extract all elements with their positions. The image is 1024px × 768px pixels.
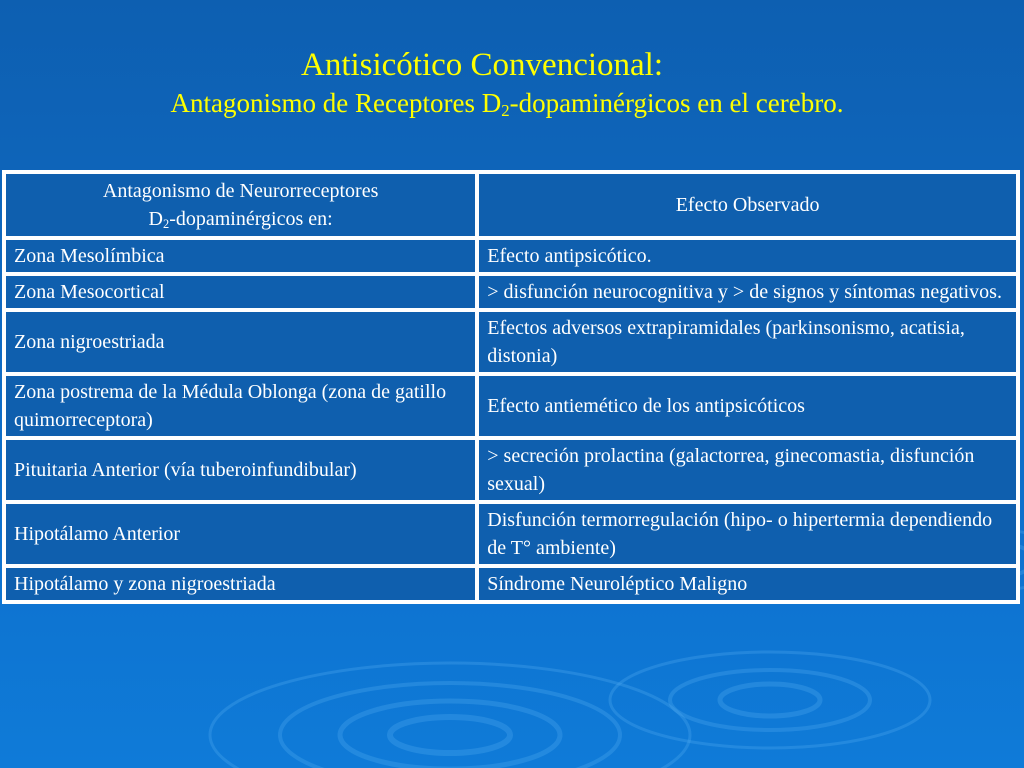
subtitle-text-end: -dopaminérgicos en el cerebro.	[509, 88, 844, 118]
cell-efecto: Disfunción termorregulación (hipo- o hipertermia dependiendo de T° ambiente)	[477, 502, 1018, 566]
subtitle-subscript: 2	[501, 101, 510, 121]
table-row	[4, 310, 1018, 374]
table-row	[4, 438, 1018, 502]
table-row	[4, 566, 1018, 602]
cell-zona: Zona Mesocortical	[4, 274, 477, 310]
cell-efecto: > disfunción neurocognitiva y > de signos y síntomas negativos.	[477, 274, 1018, 310]
cell-efecto: Efecto antipsicótico.	[477, 238, 1018, 274]
cell-zona: Zona nigroestriada	[4, 310, 477, 374]
cell-zona: Zona Mesolímbica	[4, 238, 477, 274]
cell-zona: Zona postrema de la Médula Oblonga (zona de gatillo quimorreceptora)	[4, 374, 477, 438]
subtitle-text-start: Antagonismo de Receptores D	[170, 88, 502, 118]
cell-efecto: Efectos adversos extrapiramidales (parkinsonismo, acatisia, distonia)	[477, 310, 1018, 374]
header-zona-line2-start: D	[148, 208, 163, 230]
table-row	[4, 374, 1018, 438]
table-header-row	[4, 172, 1018, 238]
cell-efecto: > secreción prolactina (galactorrea, ginecomastia, disfunción sexual)	[477, 438, 1018, 502]
header-zona-line1: Antagonismo de Neurorreceptores	[102, 180, 379, 202]
cell-efecto: Síndrome Neuroléptico Maligno	[477, 566, 1018, 602]
table-row	[4, 502, 1018, 566]
table-row	[4, 238, 1018, 274]
cell-zona: Pituitaria Anterior (vía tuberoinfundibular)	[4, 438, 477, 502]
cell-zona: Hipotálamo Anterior	[4, 502, 477, 566]
table-row	[4, 274, 1018, 310]
cell-efecto: Efecto antiemético de los antipsicóticos	[477, 374, 1018, 438]
cell-zona: Hipotálamo y zona nigroestriada	[4, 566, 477, 602]
header-zona	[4, 172, 477, 238]
slide-title	[0, 44, 1024, 120]
title-subtitle	[0, 86, 1024, 120]
header-zona-line2-end: -dopaminérgicos en:	[169, 208, 333, 230]
receptor-effects-table	[2, 170, 1020, 604]
header-zona-subscript: 2	[163, 217, 170, 232]
title-main: Antisicótico Convencional:	[300, 47, 664, 83]
header-efecto: Efecto Observado	[477, 172, 1018, 238]
